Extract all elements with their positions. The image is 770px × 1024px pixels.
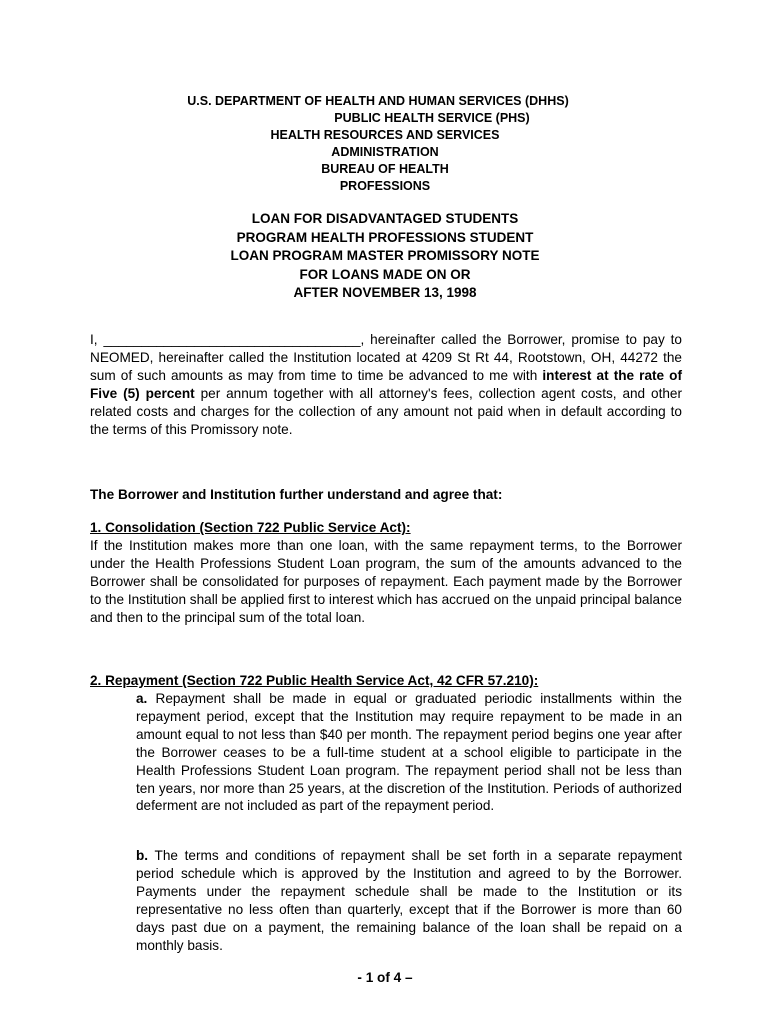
page-number: - 1 of 4 –	[357, 970, 413, 985]
intro-text-end: per annum together with all attorney's fees, collection agent costs, and other related costs and charges for the collection of any amount not paid when in default according to the terms of this Promissory note.	[90, 385, 682, 437]
header-line-administration: ADMINISTRATION	[331, 145, 439, 159]
section-2b-label: b.	[136, 848, 149, 863]
header-line-bureau: BUREAU OF HEALTH	[321, 162, 449, 176]
section-2a-text: Repayment shall be made in equal or graduated periodic installments within the repayment period, except that the Institution may require repayment to be made in an amount equal to not less than $40 per month. The repayment period begins one year after the Borrower ceases to be a full-time student at a school eligible to participate in the Health Professions Student Loan program. The repayment period shall not be less than ten years, nor more than 25 years, at the discretion of the Institution. Periods of authorized deferment are not included as part of the repayment period.	[136, 691, 682, 814]
interest-rate-text: interest at the rate of Five (5) percent	[90, 367, 682, 401]
section-2b-paragraph	[136, 847, 682, 954]
document-title	[0, 210, 770, 303]
section-2b-text: The terms and conditions of repayment shall be set forth in a separate repayment period schedule which is approved by the Institution and agreed to by the Borrower. Payments under the repayment schedule shall be made to the Institution or its representative no less often than quarterly, except that if the Borrower is more than 60 days past due on a payment, the remaining balance of the loan shall be repaid on a monthly basis.	[136, 848, 682, 953]
section-1-heading: 1. Consolidation (Section 722 Public Service Act):	[90, 520, 411, 535]
header-line-professions: PROFESSIONS	[339, 179, 431, 193]
agency-header	[0, 93, 770, 195]
title-line-2: PROGRAM HEALTH PROFESSIONS STUDENT	[236, 229, 534, 245]
section-2-heading-block	[90, 672, 682, 690]
agreement-heading: The Borrower and Institution further understand and agree that:	[90, 487, 503, 502]
title-line-4: FOR LOANS MADE ON OR	[299, 266, 471, 282]
section-consolidation	[90, 519, 682, 626]
section-2a-label: a.	[136, 691, 148, 706]
header-line-phs: PUBLIC HEALTH SERVICE (PHS)	[334, 111, 530, 125]
section-1-text: If the Institution makes more than one loan, with the same repayment terms, to the Borrower under the Health Professions Student Loan program, the sum of the amounts advanced to the Borrower shall be consolidated for purposes of repayment. Each payment made by the Borrower to the Institution shall be applied first to interest which has accrued on the unpaid principal balance and then to the principal sum of the total loan.	[90, 537, 682, 625]
header-line-hrsa: HEALTH RESOURCES AND SERVICES	[270, 128, 500, 142]
title-line-3: LOAN PROGRAM MASTER PROMISSORY NOTE	[230, 248, 540, 264]
section-2-heading: 2. Repayment (Section 722 Public Health Service Act, 42 CFR 57.210):	[90, 673, 539, 688]
intro-paragraph	[90, 331, 682, 438]
header-line-dhhs: U.S. DEPARTMENT OF HEALTH AND HUMAN SERVICES (DHHS)	[187, 94, 569, 108]
section-2a-paragraph	[136, 690, 682, 815]
intro-text-start: I, __________________________________, hereinafter called the Borrower, promise to pay to NEOMED, hereinafter called the Institution located at 4209 St Rt 44, Rootstown, OH, 44272 the sum of such amounts as may from time to time be advanced to me with	[90, 332, 682, 383]
title-line-5: AFTER NOVEMBER 13, 1998	[293, 285, 477, 301]
title-line-1: LOAN FOR DISADVANTAGED STUDENTS	[251, 211, 519, 226]
